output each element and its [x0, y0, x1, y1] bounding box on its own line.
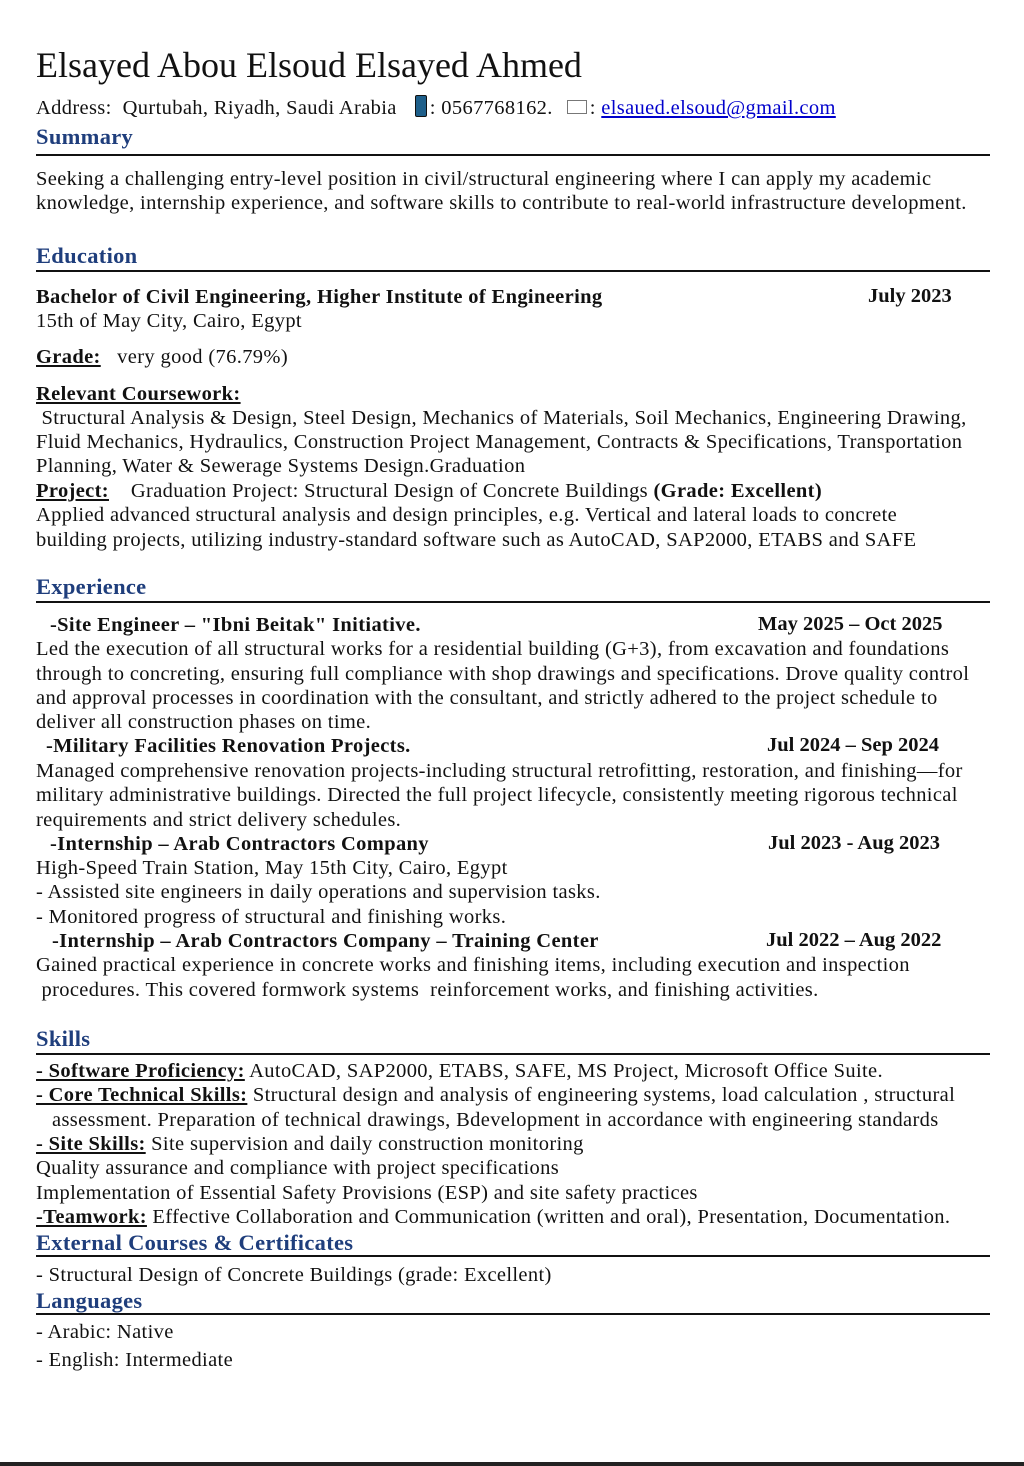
teamwork-skills: Effective Collaboration and Communication (written and oral), Presentation, Documentation.	[146, 1206, 951, 1228]
languages-heading: Languages	[36, 1288, 143, 1313]
job-line: - Assisted site engineers in daily operations and supervision tasks.	[36, 881, 601, 903]
divider	[36, 601, 990, 603]
skills-heading: Skills	[36, 1026, 91, 1051]
core-label: - Core Technical Skills:	[36, 1084, 248, 1106]
divider	[36, 1313, 990, 1315]
job-line: through to concreting, ensuring full compliance with shop drawings and specifications. Drove quality control	[36, 663, 970, 685]
project-line: building projects, utilizing industry-standard software such as AutoCAD, SAP2000, ETABS and SAFE	[36, 529, 917, 551]
candidate-name: Elsayed Abou Elsoud Elsayed Ahmed	[36, 45, 582, 85]
job-title: -Site Engineer – "Ibni Beitak" Initiative.	[50, 614, 421, 636]
core-skills-cont: assessment. Preparation of technical drawings, Bdevelopment in accordance with engineering standards	[52, 1109, 939, 1131]
site-skills: Site supervision and daily construction monitoring	[145, 1133, 584, 1155]
degree: Bachelor of Civil Engineering, Higher Institute of Engineering	[36, 286, 603, 308]
teamwork-label: -Teamwork:	[36, 1206, 147, 1228]
address: Qurtubah, Riyadh, Saudi Arabia	[122, 97, 397, 119]
job-date: May 2025 – Oct 2025	[758, 613, 943, 635]
core-skills: Structural design and analysis of engineering systems, load calculation , structural	[247, 1084, 956, 1106]
job-title: -Military Facilities Renovation Projects.	[46, 735, 411, 757]
job-title: -Internship – Arab Contractors Company – Training Center	[52, 930, 599, 952]
site-skills-line: Quality assurance and compliance with project specifications	[36, 1157, 560, 1179]
software-label: - Software Proficiency:	[36, 1060, 245, 1082]
job-line: requirements and strict delivery schedules.	[36, 809, 402, 831]
project-grade: (Grade: Excellent)	[653, 480, 823, 502]
email-separator: :	[589, 97, 596, 119]
divider	[36, 1053, 990, 1055]
degree-date: July 2023	[868, 285, 952, 307]
page-bottom-edge	[0, 1462, 1024, 1466]
site-label: - Site Skills:	[36, 1133, 146, 1155]
grade-label: Grade:	[36, 346, 101, 368]
education-heading: Education	[36, 243, 138, 268]
divider	[36, 154, 990, 156]
coursework-label: Relevant Coursework:	[36, 383, 241, 405]
coursework-line: Structural Analysis & Design, Steel Design, Mechanics of Materials, Soil Mechanics, Engineering Drawing,	[36, 407, 967, 429]
summary-line: Seeking a challenging entry-level position in civil/structural engineering where I can apply my academic	[36, 168, 932, 190]
site-skills-line: Implementation of Essential Safety Provisions (ESP) and site safety practices	[36, 1182, 698, 1204]
job-date: Jul 2024 – Sep 2024	[767, 734, 939, 756]
job-line: deliver all construction phases on time.	[36, 711, 372, 733]
mobile-phone-icon	[415, 95, 427, 117]
envelope-icon	[567, 100, 587, 114]
job-line: Gained practical experience in concrete works and finishing items, including execution and inspection	[36, 954, 910, 976]
job-line: - Monitored progress of structural and finishing works.	[36, 906, 507, 928]
job-line: and approval processes in coordination with the consultant, and strictly adhered to the project schedule to	[36, 687, 938, 709]
summary-heading: Summary	[36, 124, 134, 149]
project-label: Project:	[36, 480, 109, 502]
phone-number: : 0567768162.	[429, 97, 553, 119]
grade-value: very good (76.79%)	[117, 346, 289, 368]
project-line: Applied advanced structural analysis and design principles, e.g. Vertical and lateral loads to concrete	[36, 504, 898, 526]
job-line: procedures. This covered formwork systems reinforcement works, and finishing activities.	[36, 979, 819, 1001]
divider	[36, 1255, 990, 1257]
job-date: Jul 2023 - Aug 2023	[768, 832, 940, 854]
job-title: -Internship – Arab Contractors Company	[50, 833, 429, 855]
email-link[interactable]: elsaued.elsoud@gmail.com	[601, 97, 836, 119]
job-line: military administrative buildings. Directed the full project lifecycle, consistently meeting rigorous technical	[36, 784, 958, 806]
courses-heading: External Courses & Certificates	[36, 1230, 354, 1255]
job-line: Led the execution of all structural works for a residential building (G+3), from excavation and foundations	[36, 638, 950, 660]
coursework-line: Planning, Water & Sewerage Systems Design.Graduation	[36, 455, 526, 477]
course-item: - Structural Design of Concrete Buildings (grade: Excellent)	[36, 1264, 552, 1286]
divider	[36, 270, 990, 272]
language-item: - Arabic: Native	[36, 1321, 174, 1343]
contact-line	[36, 95, 836, 120]
project-title: Graduation Project: Structural Design of Concrete Buildings	[130, 480, 648, 502]
job-line: High-Speed Train Station, May 15th City, Cairo, Egypt	[36, 857, 508, 879]
job-date: Jul 2022 – Aug 2022	[766, 929, 942, 951]
address-label: Address:	[36, 97, 112, 119]
experience-heading: Experience	[36, 574, 147, 599]
education-location: 15th of May City, Cairo, Egypt	[36, 310, 302, 332]
software-skills: AutoCAD, SAP2000, ETABS, SAFE, MS Project, Microsoft Office Suite.	[244, 1060, 883, 1082]
summary-line: knowledge, internship experience, and software skills to contribute to real-world infrastructure development.	[36, 192, 967, 214]
language-item: - English: Intermediate	[36, 1349, 234, 1371]
coursework-line: Fluid Mechanics, Hydraulics, Construction Project Management, Contracts & Specifications, Transportation	[36, 431, 963, 453]
job-line: Managed comprehensive renovation projects-including structural retrofitting, restoration, and finishing—for	[36, 760, 963, 782]
